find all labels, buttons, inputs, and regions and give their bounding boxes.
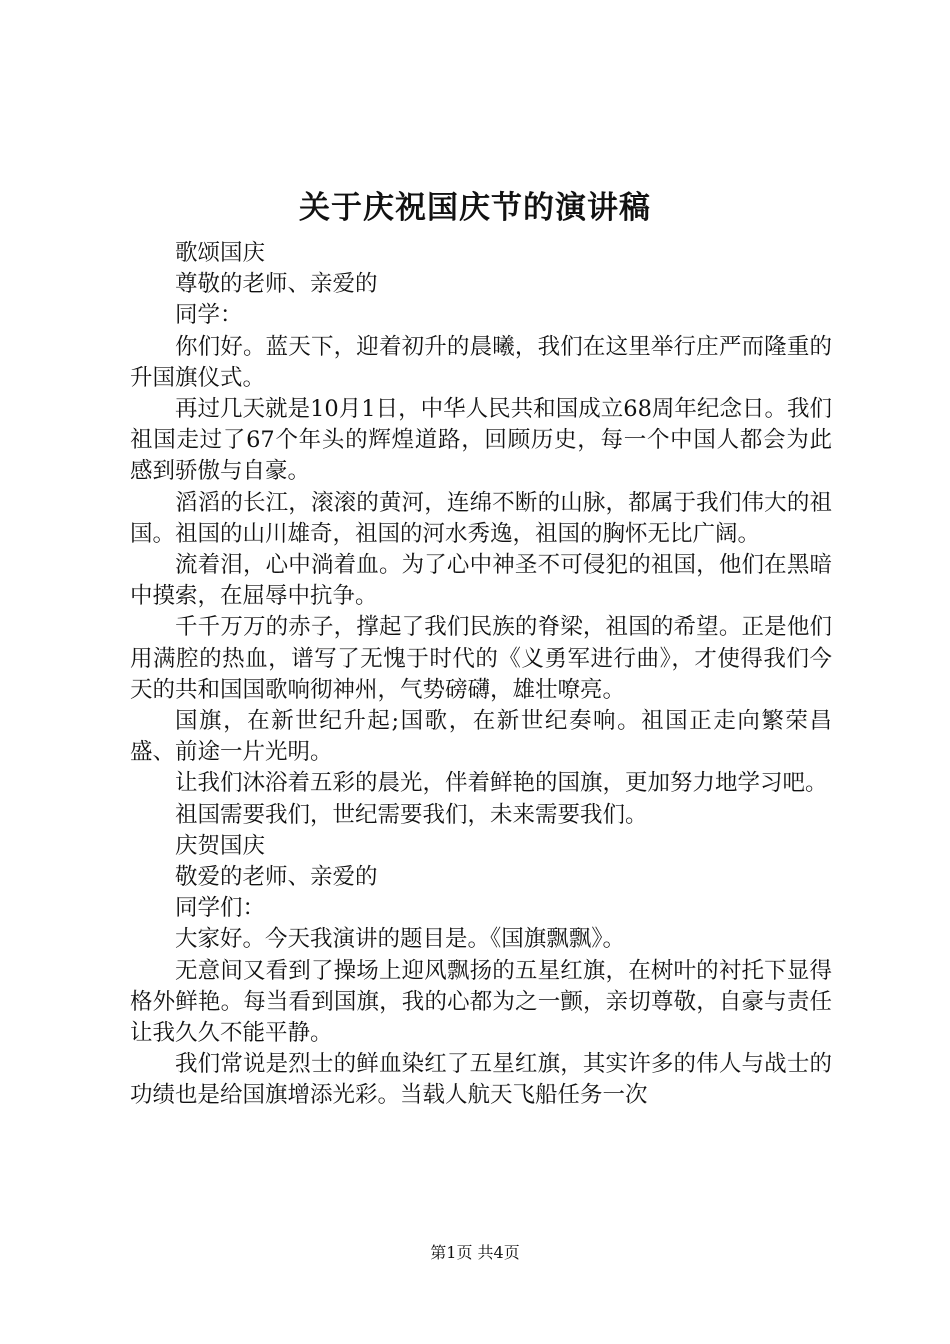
paragraph: 大家好。今天我演讲的题目是。《国旗飘飘》。 — [175, 926, 626, 953]
paragraph: 再过几天就是10月1日，中华人民共和国成立68周年纪念日。我们祖国走过了67个年头的辉煌道路，回顾历史，每一个中国人都会为此感到骄傲与自豪。 — [130, 396, 832, 485]
paragraph: 千千万万的赤子，撑起了我们民族的脊梁，祖国的希望。正是他们用满腔的热血，谱写了无愧于时代的《义勇军进行曲》，才使得我们今天的共和国国歌响彻神州，气势磅礴，雄壮嘹亮。 — [130, 614, 832, 703]
paragraph: 国旗，在新世纪升起;国歌，在新世纪奏响。祖国正走向繁荣昌盛、前途一片光明。 — [130, 708, 832, 766]
paragraph: 让我们沐浴着五彩的晨光，伴着鲜艳的国旗，更加努力地学习吧。 — [175, 770, 828, 797]
page-footer: 第1页 共4页 — [430, 1243, 520, 1262]
paragraph: 同学： — [175, 302, 243, 329]
paragraph: 敬爱的老师、亲爱的 — [175, 864, 378, 891]
paragraph: 同学们： — [175, 895, 266, 922]
paragraph: 尊敬的老师、亲爱的 — [175, 271, 378, 298]
paragraph: 流着泪，心中淌着血。为了心中神圣不可侵犯的祖国，他们在黑暗中摸索，在屈辱中抗争。 — [130, 552, 832, 610]
paragraph: 祖国需要我们，世纪需要我们，未来需要我们。 — [175, 801, 648, 828]
paragraph: 庆贺国庆 — [175, 832, 266, 859]
paragraph: 我们常说是烈士的鲜血染红了五星红旗，其实许多的伟人与战士的功绩也是给国旗增添光彩。当载人航天飞船任务一次 — [130, 1051, 832, 1109]
paragraph: 歌颂国庆 — [175, 240, 266, 266]
document-title: 关于庆祝国庆节的演讲稿 — [299, 190, 651, 226]
paragraph: 滔滔的长江，滚滚的黄河，连绵不断的山脉，都属于我们伟大的祖国。祖国的山川雄奇，祖国的河水秀逸，祖国的胸怀无比广阔。 — [130, 489, 832, 547]
document-body — [130, 238, 832, 1112]
paragraph: 无意间又看到了操场上迎风飘扬的五星红旗，在树叶的衬托下显得格外鲜艳。每当看到国旗，我的心都为之一颤，亲切尊敬，自豪与责任让我久久不能平静。 — [130, 957, 832, 1047]
paragraph: 你们好。蓝天下，迎着初升的晨曦，我们在这里举行庄严而隆重的升国旗仪式。 — [130, 333, 832, 391]
